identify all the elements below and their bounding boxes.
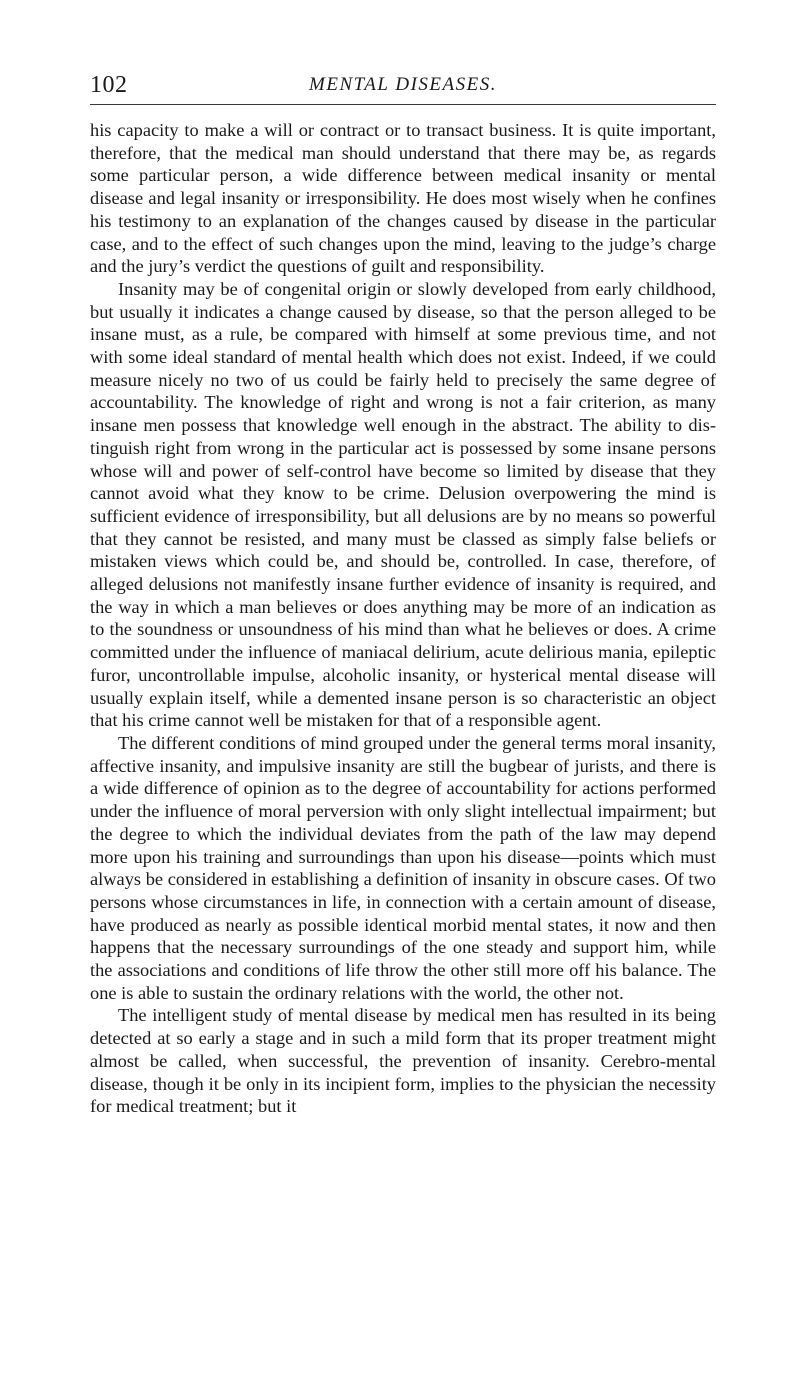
paragraph: The intelligent study of mental disease by medical men has resulted in its being detected at so early a stage and in such a mild form that its proper treatment might almost be called, when successful, the prevention of insanity. Cerebro-mental disease, though it be only in its incipient form, implies to the physician the necessity for medical treatment; but it <box>90 1005 716 1117</box>
body-text <box>90 119 716 1118</box>
running-title: MENTAL DISEASES. <box>309 74 497 95</box>
book-page <box>90 70 716 1118</box>
page-header <box>90 70 716 105</box>
paragraph: his capacity to make a will or contract or to transact business. It is quite important, therefore, that the medical man should understand that there may be, as regards some particular person, a wide difference between medical insanity or mental disease and legal insanity or irresponsibility. He does most wisely when he confines his testimony to an explanation of the changes caused by disease in the particular case, and to the effect of such changes upon the mind, leaving to the judge’s charge and the jury’s verdict the questions of guilt and responsibility. <box>90 120 716 277</box>
paragraph: Insanity may be of congenital origin or slowly developed from early childhood, but usually it indicates a change caused by disease, so that the person alleged to be insane must, as a rule, be compared with himself at some previous time, and not with some ideal standard of mental health which does not exist. Indeed, if we could measure nicely no two of us could be fairly held to precisely the same degree of accountability. The knowledge of right and wrong is not a fair criterion, as many insane men possess that knowledge well enough in the abstract. The ability to distinguish right from wrong in the particular act is possessed by some insane persons whose will and power of self-control have become so limited by disease that they cannot avoid what they know to be crime. Delusion overpowering the mind is sufficient evidence of irresponsibility, but all delusions are by no means so powerful that they cannot be resisted, and many must be classed as simply false beliefs or mistaken views which could be, and should be, controlled. In case, therefore, of alleged delusions not manifestly insane further evidence of insanity is required, and the way in which a man believes or does anything may be more of an indication as to the soundness or unsoundness of his mind than what he believes or does. A crime committed under the influence of maniacal delirium, acute delirious mania, epileptic furor, uncontrollable impulse, alcoholic insanity, or hysterical mental disease will usually explain itself, while a demented insane person is so characteristic an object that his crime cannot well be mistaken for that of a responsible agent. <box>90 278 716 731</box>
page-number: 102 <box>90 72 128 98</box>
paragraph: The different conditions of mind grouped under the general terms moral insanity, affective insanity, and impulsive insanity are still the bugbear of jurists, and there is a wide difference of opinion as to the degree of accountability for actions performed under the influence of moral perversion with only slight intellectual impairment; but the degree to which the individual deviates from the path of the law may depend more upon his training and surroundings than upon his disease—points which must always be considered in establishing a definition of insanity in obscure cases. Of two persons whose circumstances in life, in connection with a certain amount of disease, have produced as nearly as possible identical morbid mental states, it now and then happens that the necessary surroundings of the one steady and support him, while the associations and conditions of life throw the other still more off his balance. The one is able to sustain the ordinary relations with the world, the other not. <box>90 732 716 1003</box>
